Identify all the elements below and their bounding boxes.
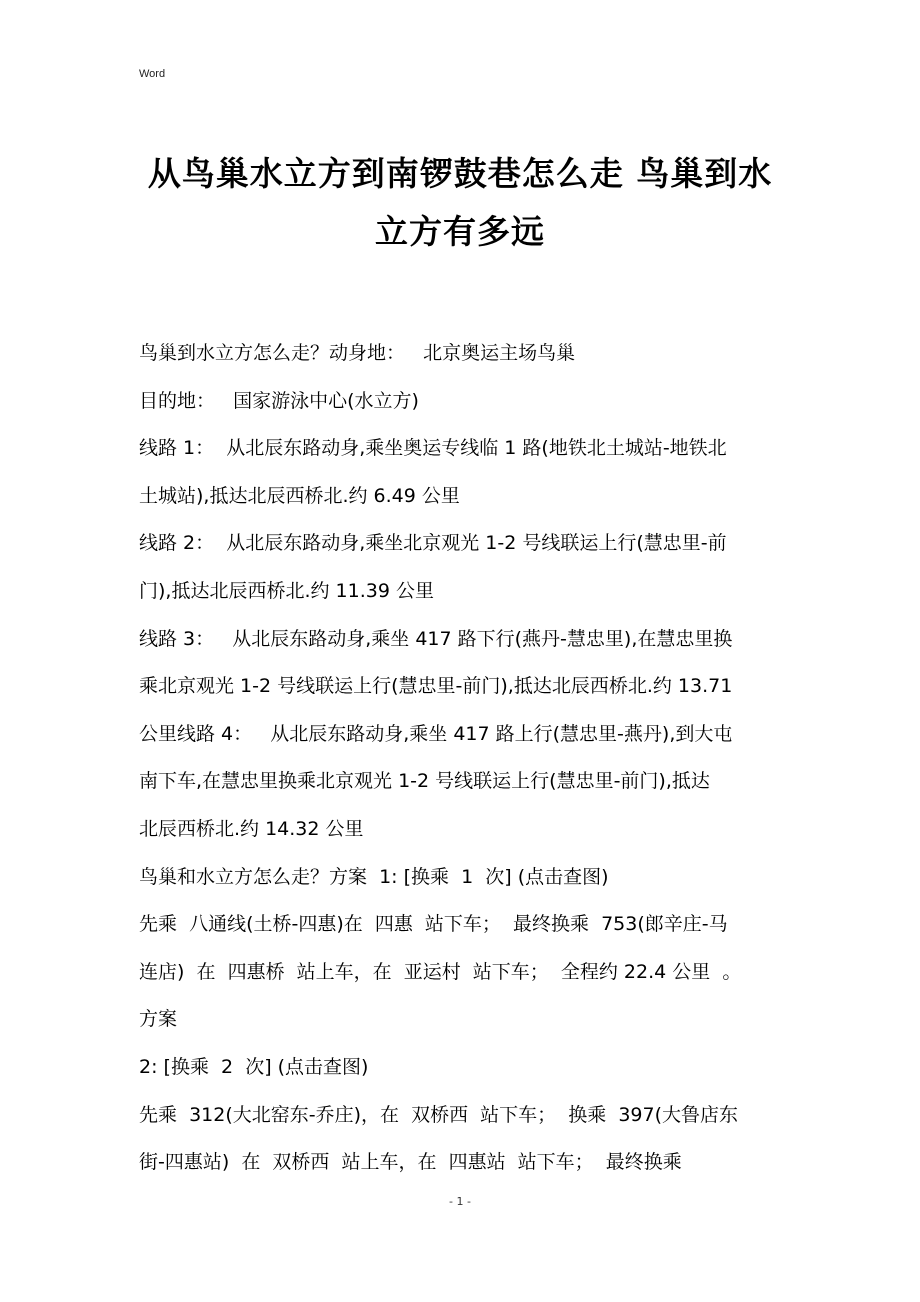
document-body [139,336,789,1193]
body-text-line: 先乘 312(大北窑东-乔庄)，在 双桥西 站下车； 换乘 397(大鲁店东 [139,1103,739,1126]
body-text-line: 乘北京观光 1-2 号线联运上行(慧忠里-前门),抵达北辰西桥北.约 13.71 [139,675,733,698]
body-text-line: 鸟巢到水立方怎么走？动身地： 北京奥运主场鸟巢 [139,342,576,364]
body-text-line: 街-四惠站) 在 双桥西 站上车，在 四惠站 站下车； 最终换乘 [139,1151,682,1174]
body-text-line: 目的地： 国家游泳中心(水立方) [139,389,419,412]
body-text-line: 门),抵达北辰西桥北.约 11.39 公里 [139,579,434,602]
body-text-line: 先乘 八通线(土桥-四惠)在 四惠 站下车； 最终换乘 753(郎辛庄-马 [139,913,728,936]
body-text-line: 土城站),抵达北辰西桥北.约 6.49 公里 [139,484,460,507]
document-title-line-2: 立方有多远 [375,212,545,251]
body-text-line: 方案 [139,1008,178,1031]
body-text-line: 线路 1： 从北辰东路动身,乘坐奥运专线临 1 路(地铁北土城站-地铁北 [139,437,727,460]
body-text-line: 2: [换乘 2 次] (点击查图) [139,1055,369,1078]
body-text-line: 连店) 在 四惠桥 站上车，在 亚运村 站下车； 全程约 22.4 公里 。 [139,960,742,983]
body-text-line: 南下车,在慧忠里换乘北京观光 1-2 号线联运上行(慧忠里-前门),抵达 [139,770,710,793]
body-text-line: 鸟巢和水立方怎么走？方案 1: [换乘 1 次] (点击查图) [139,865,609,888]
body-text-line: 北辰西桥北.约 14.32 公里 [139,817,364,840]
body-text-line: 公里线路 4： 从北辰东路动身,乘坐 417 路上行(慧忠里-燕丹),到大屯 [139,722,733,745]
body-text-line: 线路 2： 从北辰东路动身,乘坐北京观光 1-2 号线联运上行(慧忠里-前 [139,532,727,555]
document-header: Word [139,68,166,80]
page-number: - 1 - [449,1195,471,1208]
body-text-line: 线路 3： 从北辰东路动身,乘坐 417 路下行(燕丹-慧忠里),在慧忠里换 [139,627,733,650]
document-title-line-1: 从鸟巢水立方到南锣鼓巷怎么走 鸟巢到水 [147,154,773,193]
